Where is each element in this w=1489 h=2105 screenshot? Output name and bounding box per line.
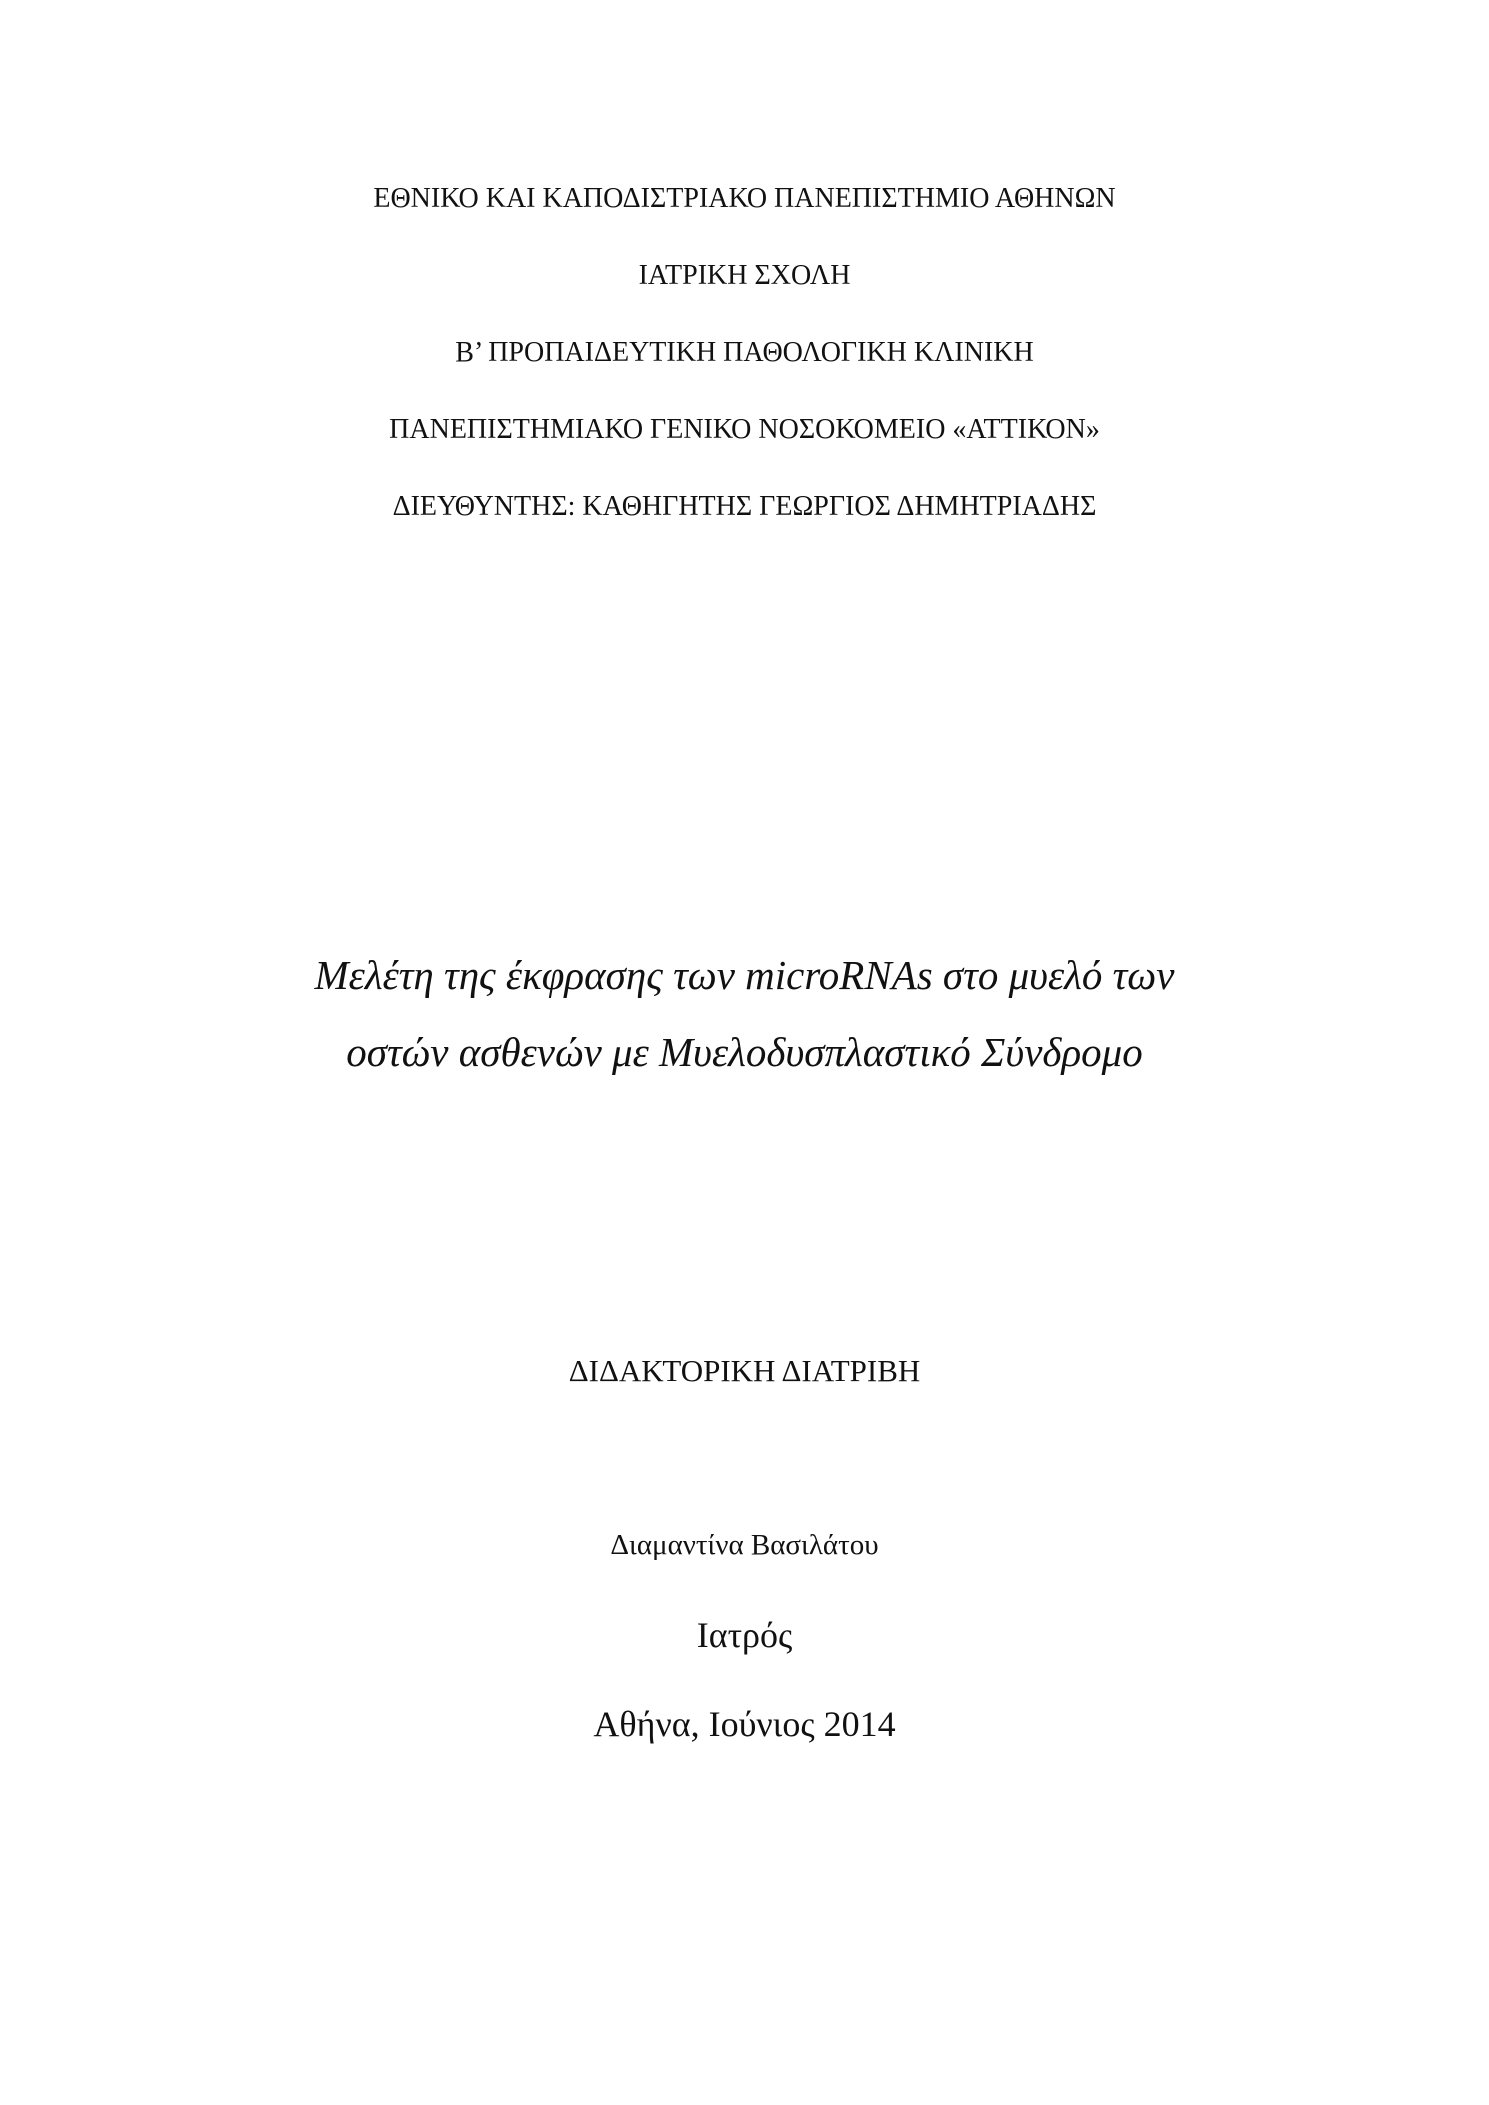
thesis-title-line-1: Μελέτη της έκφρασης των microRNAs στο μυελό των: [314, 952, 1175, 998]
document-type: ΔΙΔΑΚΤΟΡΙΚΗ ΔΙΑΤΡΙΒΗ: [568, 1353, 921, 1388]
director-line: ΔΙΕΥΘΥΝΤΗΣ: ΚΑΘΗΓΗΤΗΣ ΓΕΩΡΓΙΟΣ ΔΗΜΗΤΡΙΑΔΗΣ: [392, 491, 1097, 522]
school-name: ΙΑΤΡΙΚΗ ΣΧΟΛΗ: [638, 260, 851, 291]
clinic-name: Β’ ΠΡΟΠΑΙΔΕΥΤΙΚΗ ΠΑΘΟΛΟΓΙΚΗ ΚΛΙΝΙΚΗ: [455, 337, 1034, 368]
place-and-date: Αθήνα, Ιούνιος 2014: [593, 1704, 896, 1744]
hospital-name: ΠΑΝΕΠΙΣΤΗΜΙΑΚΟ ΓΕΝΙΚΟ ΝΟΣΟΚΟΜΕΙΟ «ΑΤΤΙΚΟΝ»: [389, 414, 1100, 445]
thesis-title-line-2: οστών ασθενών με Μυελοδυσπλαστικό Σύνδρομο: [346, 1029, 1143, 1075]
author-profession: Ιατρός: [696, 1615, 793, 1655]
author-name: Διαμαντίνα Βασιλάτου: [610, 1529, 879, 1561]
university-name: ΕΘΝΙΚΟ ΚΑΙ ΚΑΠΟΔΙΣΤΡΙΑΚΟ ΠΑΝΕΠΙΣΤΗΜΙΟ ΑΘΗΝΩΝ: [373, 183, 1116, 214]
